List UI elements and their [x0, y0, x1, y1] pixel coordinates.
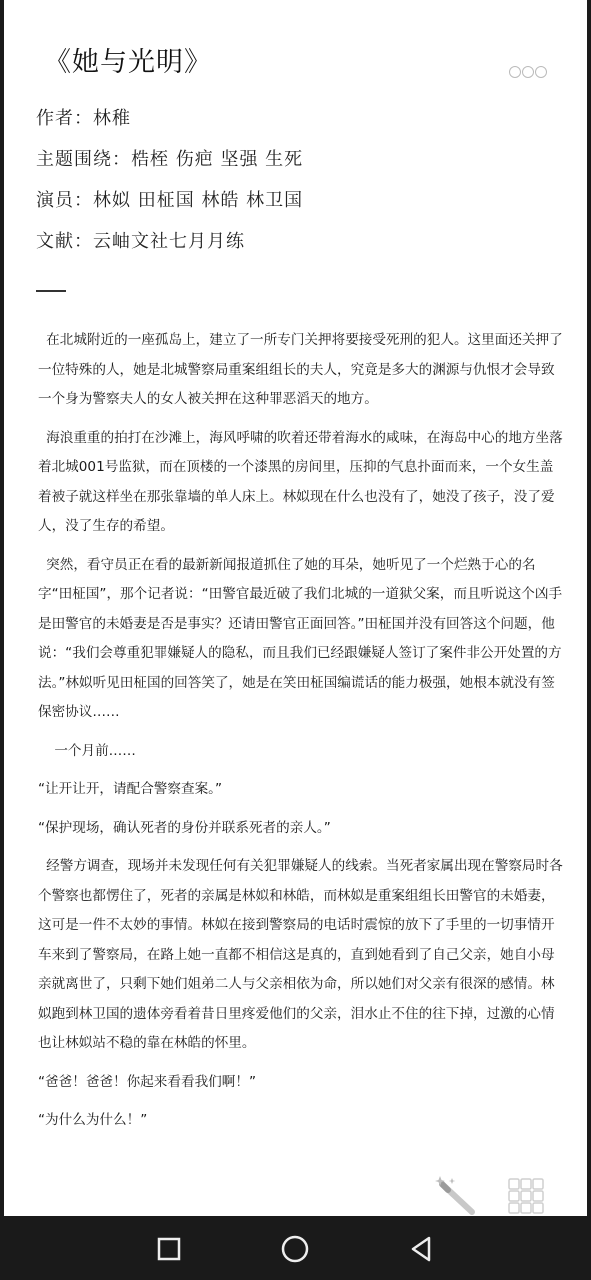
paragraph: 经警方调查，现场并未发现任何有关犯罪嫌疑人的线索。当死者家属出现在警察局时各个警察也都愣住了，死者的亲属是林姒和林皓，而林姒是重案组组长田警官的未婚妻，这可是一件不太妙的事情。林姒在接到警察局的电话时震惊的放下了手里的一切事情开车来到了警察局，在路上她一直都不相信这是真的，直到她看到了自己父亲，她自小母亲就离世了，只剩下她们姐弟二人与父亲相依为命，所以她们对父亲有很深的感情。林姒跑到林卫国的遗体旁看着昔日里疼爱他们的父亲，泪水止不住的往下掉，过激的心情也让林姒站不稳的靠在林皓的怀里。 — [38, 858, 563, 1051]
grid-menu-icon[interactable] — [508, 1178, 544, 1216]
paragraph: “爸爸！爸爸！你起来看看我们啊！” — [38, 1073, 256, 1090]
system-navigation-bar — [0, 1216, 591, 1280]
more-dot — [522, 66, 534, 78]
magic-wand-icon[interactable] — [434, 1176, 478, 1216]
paragraph: “为什么为什么！” — [38, 1112, 148, 1128]
paragraph: “保护现场，确认死者的身份并联系死者的亲人。” — [38, 819, 331, 836]
back-icon[interactable] — [404, 1232, 438, 1266]
source-line: 文献：云岫文社七月月练 — [36, 231, 245, 252]
paragraph: 海浪重重的拍打在沙滩上，海风呼啸的吹着还带着海水的咸味，在海岛中心的地方坐落着北城001号监狱，而在顶楼的一个漆黑的房间里，压抑的气息扑面而来，一个女生盖着被子就这样坐在那张靠墙的单人床上。林姒现在什么也没有了，她没了孩子，没了爱人，没了生存的希望。 — [38, 429, 563, 534]
paragraph: “让开让开，请配合警察查案。” — [38, 781, 223, 797]
home-icon[interactable] — [278, 1232, 312, 1266]
paragraph: 突然，看守员正在看的最新新闻报道抓住了她的耳朵，她听见了一个烂熟于心的名字“田柾国”，那个记者说：“田警官最近破了我们北城的一道狱父案，而且听说这个凶手是田警官的未婚妻是否是事实？还请田警官正面回答。”田柾国并没有回答这个问题，他说：“我们会尊重犯罪嫌疑人的隐私，而且我们已经跟嫌疑人签订了案件非公开处置的方法。”林姒听见田柾国的回答笑了，她是在笑田柾国编谎话的能力极强，她根本就没有签保密协议…… — [38, 556, 563, 720]
theme-line: 主题围绕：梏桎 伤疤 坚强 生死 — [36, 149, 304, 170]
divider — [36, 290, 66, 292]
author-line: 作者：林稚 — [36, 108, 131, 129]
book-title: 《她与光明》 — [44, 47, 212, 78]
paragraph: 一个月前…… — [54, 742, 136, 759]
more-dot — [509, 66, 521, 78]
reader-page — [4, 0, 587, 1216]
story-content — [38, 326, 564, 1145]
recent-apps-icon[interactable] — [152, 1232, 186, 1266]
more-dot — [535, 66, 547, 78]
more-icon[interactable] — [509, 66, 547, 78]
cast-line: 演员：林姒 田柾国 林皓 林卫国 — [36, 190, 304, 211]
paragraph: 在北城附近的一座孤岛上，建立了一所专门关押将要接受死刑的犯人。这里面还关押了一位特殊的人，她是北城警察局重案组组长的夫人，究竟是多大的渊源与仇恨才会导致一个身为警察夫人的女人被关押在这种罪恶滔天的地方。 — [38, 332, 563, 407]
